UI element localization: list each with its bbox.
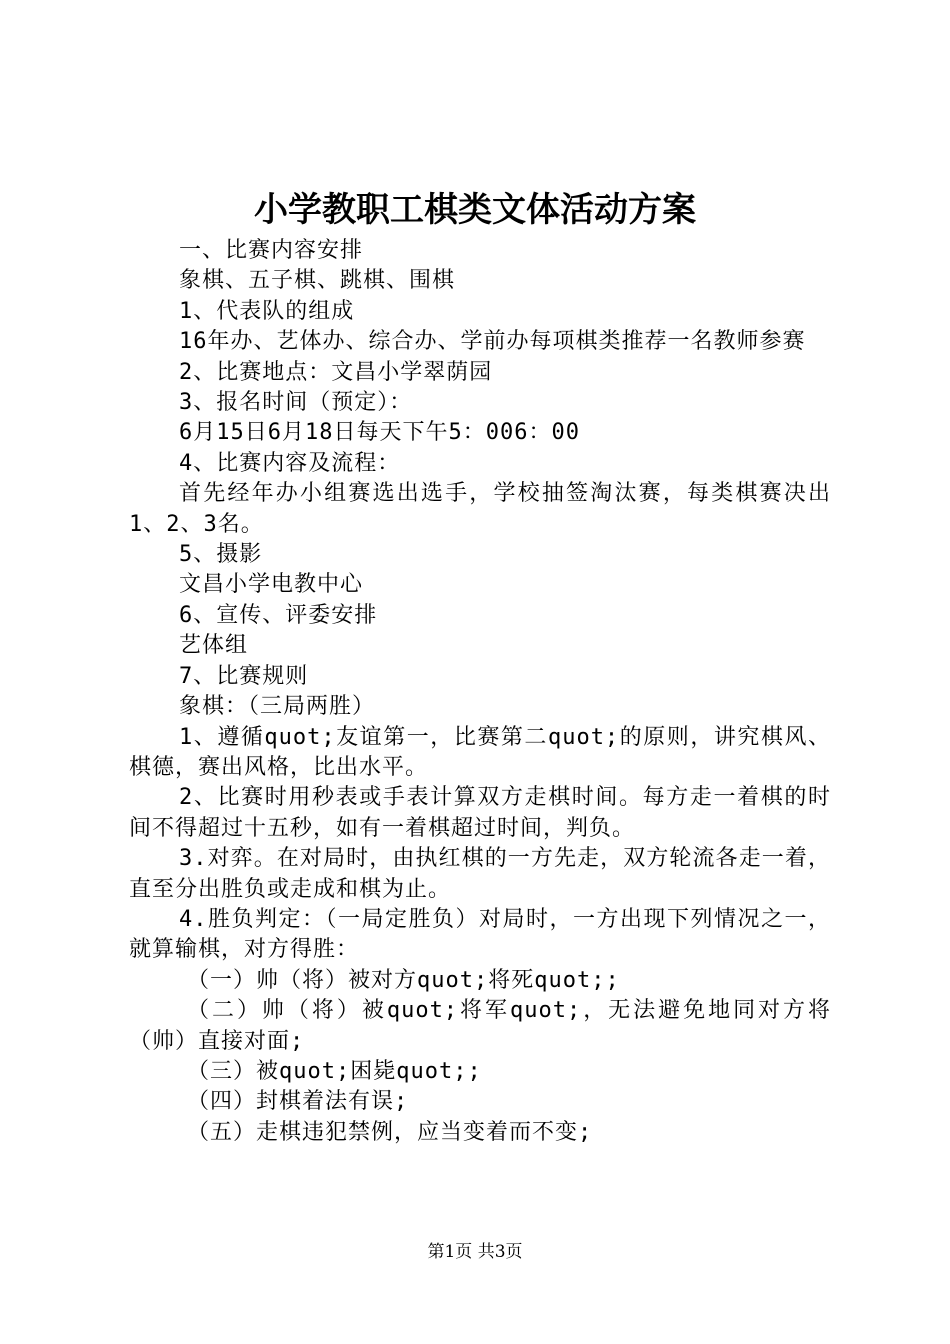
- paragraph: 2、比赛时用秒表或手表计算双方走棋时间。每方走一着棋的时间不得超过十五秒，如有一着棋超过时间，判负。: [129, 785, 831, 841]
- paragraph: 6、宣传、评委安排: [179, 602, 378, 628]
- document-title: 小学教职工棋类文体活动方案: [254, 190, 696, 230]
- paragraph: 16年办、艺体办、综合办、学前办每项棋类推荐一名教师参赛: [179, 329, 806, 355]
- paragraph: 3、报名时间（预定）：: [179, 390, 413, 416]
- paragraph: 1、代表队的组成: [179, 298, 355, 324]
- paragraph: 5、摄影: [179, 542, 263, 568]
- paragraph: 首先经年办小组赛选出选手，学校抽签淘汰赛，每类棋赛决出1、2、3名。: [129, 481, 831, 537]
- paragraph: 4.胜负判定：（一局定胜负）对局时，一方出现下列情况之一，就算输棋，对方得胜：: [129, 906, 831, 963]
- paragraph: 4、比赛内容及流程：: [179, 450, 401, 476]
- rule-item: （一）帅（将）被对方quot;将死quot;;: [187, 967, 620, 993]
- rule-item: （二）帅（将）被quot;将军quot;，无法避免地同对方将（帅）直接对面;: [129, 998, 831, 1054]
- paragraph: 2、比赛地点：文昌小学翠荫园: [179, 359, 493, 385]
- paragraph: 象棋、五子棋、跳棋、围棋: [179, 268, 456, 294]
- paragraph: 3.对弈。在对局时，由执红棋的一方先走，双方轮流各走一着，直至分出胜负或走成和棋为止。: [129, 846, 831, 902]
- section-heading: 一、比赛内容安排: [179, 238, 364, 263]
- rule-item: （四）封棋着法有误;: [187, 1089, 409, 1115]
- paragraph: 6月15日6月18日每天下午5：006：00: [179, 420, 580, 446]
- paragraph: 1、遵循quot;友谊第一，比赛第二quot;的原则，讲究棋风、棋德，赛出风格，比出水平。: [129, 724, 831, 780]
- rule-item: （三）被quot;困毙quot;;: [187, 1058, 482, 1084]
- paragraph: 艺体组: [179, 633, 249, 659]
- page-number-footer: 第1页 共3页: [427, 1242, 523, 1262]
- document-body: [129, 236, 831, 1148]
- paragraph: 7、比赛规则: [179, 663, 309, 689]
- paragraph: 象棋：（三局两胜）: [179, 694, 376, 720]
- paragraph: 文昌小学电教中心: [179, 572, 364, 598]
- rule-item: （五）走棋违犯禁例，应当变着而不变;: [187, 1119, 593, 1145]
